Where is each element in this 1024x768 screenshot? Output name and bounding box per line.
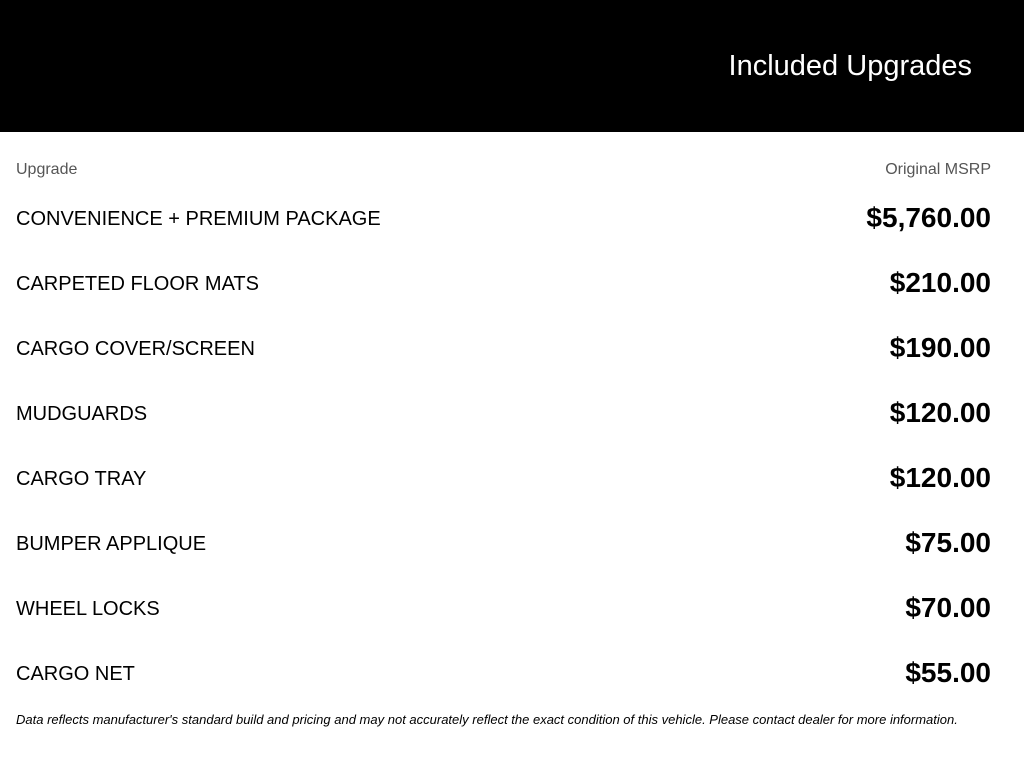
upgrade-price: $190.00 (889, 332, 991, 363)
upgrade-price: $210.00 (889, 267, 991, 298)
upgrade-name: BUMPER APPLIQUE (16, 533, 207, 555)
upgrade-price: $55.00 (905, 657, 991, 688)
upgrade-row (0, 380, 1024, 445)
upgrade-row (0, 185, 1024, 250)
disclaimer-text: Data reflects manufacturer's standard build and pricing and may not accurately reflect the exact condition of this vehicle. Please contact dealer for more information. (16, 712, 958, 727)
page-title: Included Upgrades (728, 50, 972, 82)
upgrade-name: WHEEL LOCKS (16, 598, 160, 620)
upgrade-price: $120.00 (889, 397, 991, 428)
header-banner (0, 0, 1024, 132)
upgrades-list (0, 185, 1024, 705)
column-header-original-msrp: Original MSRP (885, 161, 991, 178)
upgrade-row (0, 640, 1024, 705)
upgrade-row (0, 575, 1024, 640)
upgrade-price: $75.00 (905, 527, 991, 558)
upgrade-name: CARGO NET (16, 663, 135, 685)
upgrade-row (0, 250, 1024, 315)
column-header-upgrade: Upgrade (16, 161, 78, 178)
upgrade-price: $5,760.00 (866, 202, 991, 233)
upgrade-name: CONVENIENCE + PREMIUM PACKAGE (16, 208, 381, 230)
upgrade-name: CARGO TRAY (16, 468, 147, 490)
upgrade-row (0, 510, 1024, 575)
upgrade-name: MUDGUARDS (16, 403, 148, 425)
upgrade-row (0, 315, 1024, 380)
upgrade-name: CARGO COVER/SCREEN (16, 338, 255, 360)
upgrade-name: CARPETED FLOOR MATS (16, 273, 259, 295)
upgrade-price: $120.00 (889, 462, 991, 493)
upgrade-price: $70.00 (905, 592, 991, 623)
upgrade-row (0, 445, 1024, 510)
